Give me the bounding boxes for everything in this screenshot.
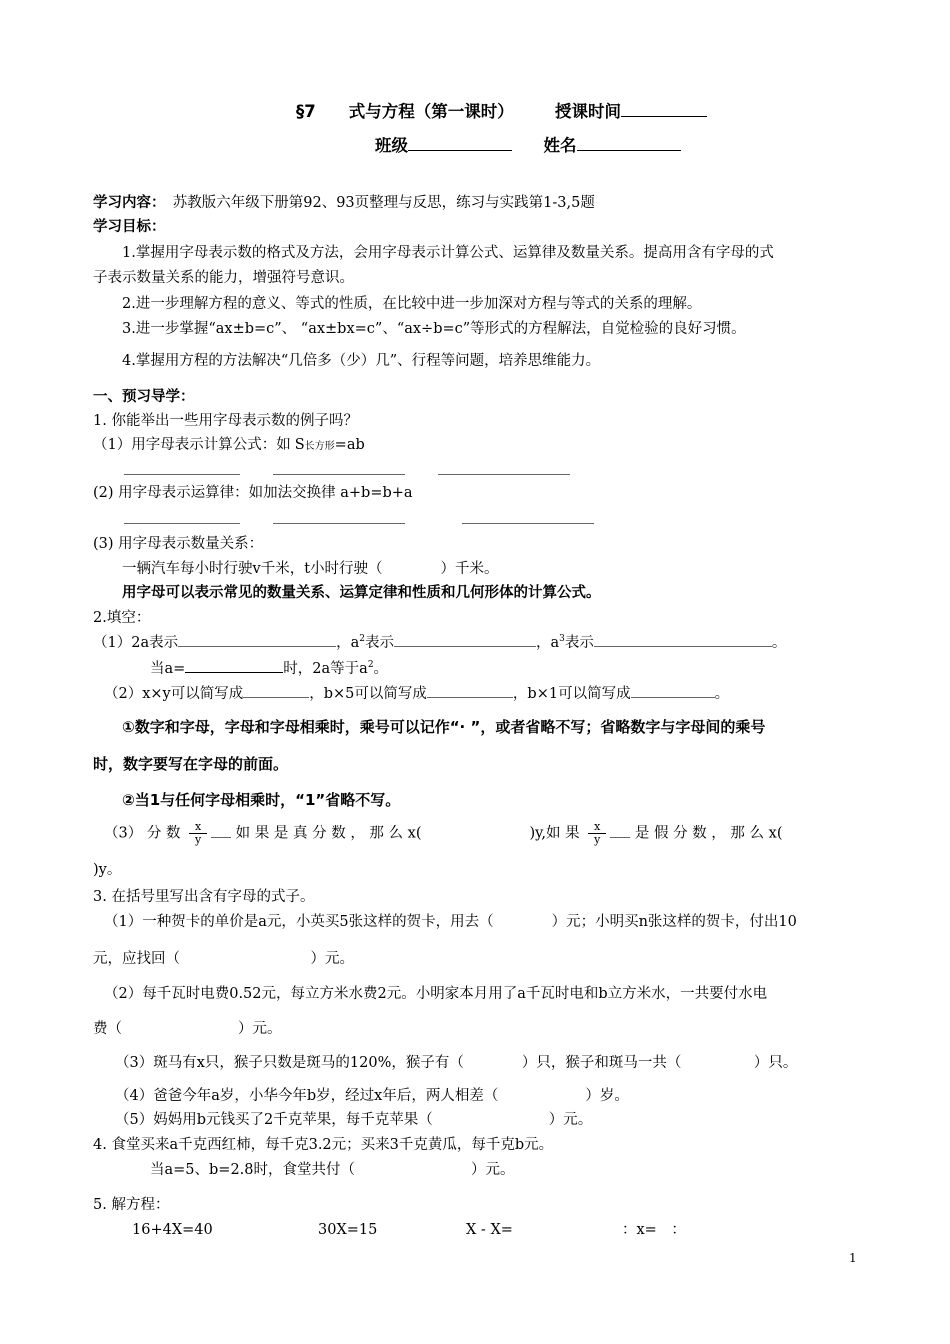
goal-4: 4.掌握用方程的方法解决“几倍多（少）几”、行程等问题，培养思维能力。: [122, 353, 601, 369]
sup-3: 3: [559, 634, 565, 645]
q2-3-b: 如 果 是 真 分 数 ， 那 么 x(: [235, 825, 422, 842]
learning-content: [93, 195, 595, 212]
answer-lines-2: [124, 511, 594, 529]
rule-1b: 时，数字要写在字母的前面。: [93, 755, 289, 773]
rule-2: ②当1与任何字母相乘时，“1”省略不写。: [122, 791, 401, 809]
question-1: 1. 你能举出一些用字母表示数的例子吗？: [93, 413, 358, 429]
content-text: 苏教版六年级下册第92、93页整理与反思，练习与实践第1-3,5题: [158, 195, 595, 211]
question-2-1: [93, 634, 786, 652]
blank: [178, 634, 336, 647]
q2-3-c: )y,如 果: [529, 825, 580, 842]
q2-2-c: ，b×1可以简写成: [512, 686, 631, 702]
q1-1-sub: 长方形: [304, 441, 335, 452]
sup-2: 2: [367, 660, 374, 671]
q1-1-s: S: [294, 437, 305, 453]
question-3-3: （3）斑马有x只，猴子只数是斑马的120%，猴子有（ ）只，猴子和斑马一共（ ）只。: [115, 1055, 798, 1071]
equation-3: X - X=: [466, 1222, 513, 1238]
q2-2-b: ，b×5可以简写成: [309, 686, 427, 702]
question-2: 2.填空：: [93, 610, 151, 626]
question-1-2: (2) 用字母表示运算律：如加法交换律 a+b=b+a: [93, 485, 413, 501]
answer-line: [438, 462, 570, 475]
frac-numerator: x: [194, 820, 202, 833]
name-label: 姓名: [543, 136, 577, 155]
page-number: 1: [849, 1251, 857, 1265]
page-title: [296, 102, 707, 122]
q2-3-a: （3） 分 数: [104, 825, 181, 842]
class-label: 班级: [375, 136, 408, 155]
q2-1-e: 表示: [564, 635, 594, 651]
question-1-3-line: 一辆汽车每小时行驶v千米，t小时行驶（ ）千米。: [122, 561, 499, 577]
q2-1-c: 表示: [365, 635, 394, 651]
answer-line: [462, 511, 594, 524]
question-3: 3. 在括号里写出含有字母的式子。: [93, 889, 315, 905]
q1-1-end: =ab: [334, 437, 365, 453]
content-label: 学习内容：: [93, 195, 159, 211]
answer-line: [124, 511, 240, 524]
goal-1a: 1.掌握用字母表示数的格式及方法，会用字母表示计算公式、运算律及数量关系。提高用含有字母的式: [122, 245, 774, 261]
q2-2-d: 。: [714, 686, 730, 702]
question-3-1b: 元，应找回（ ）元。: [93, 951, 354, 967]
question-4-b: 当a=5、b=2.8时，食堂共付（ ）元。: [150, 1162, 515, 1178]
rule-1a: ①数字和字母，字母和字母相乘时，乘号可以记作“· ”，或者省略不写；省略数字与字母间的乘号: [122, 718, 766, 736]
question-2-3: [104, 822, 782, 845]
goal-1b: 子表示数量关系的能力，增强符号意识。: [93, 270, 354, 286]
question-1-1: [93, 437, 365, 454]
question-2-1-b: [150, 658, 388, 678]
fraction-x-over-y: [588, 822, 606, 845]
answer-lines-1: [124, 462, 570, 480]
answer-line: [273, 462, 405, 475]
title-text: §7 式与方程（第一课时） 授课时间: [296, 102, 621, 121]
question-3-1a: （1）一种贺卡的单价是a元，小英买5张这样的贺卡，用去（ ）元；小明买n张这样的贺卡，付出10: [104, 914, 797, 930]
question-3-2a: （2）每千瓦时电费0.52元，每立方米水费2元。小明家本月用了a千瓦时电和b立方米水，一共要付水电: [104, 986, 768, 1002]
key-point: 用字母可以表示常见的数量关系、运算定律和性质和几何形体的计算公式。: [122, 585, 601, 601]
goal-2: 2.进一步理解方程的意义、等式的性质，在比较中进一步加深对方程与等式的关系的理解。: [122, 296, 702, 312]
q2-1-g: 当a=: [150, 661, 186, 677]
blank: [243, 685, 309, 698]
question-3-5: （5）妈妈用b元钱买了2千克苹果，每千克苹果（ ）元。: [115, 1112, 593, 1128]
answer-line: [124, 462, 240, 475]
blank: [610, 825, 630, 838]
date-blank: [621, 102, 707, 117]
blank: [594, 634, 772, 647]
q2-1-f: 。: [771, 635, 787, 651]
class-name-line: [375, 136, 681, 156]
fraction-x-over-y: [189, 822, 207, 845]
blank: [185, 658, 283, 673]
name-blank: [577, 136, 681, 151]
equation-1: 16+4X=40: [132, 1222, 213, 1238]
q2-3-d: 是 假 分 数 ， 那 么 x(: [634, 825, 783, 842]
q2-1-i: 。: [373, 661, 389, 677]
sup-2: 2: [359, 634, 365, 645]
class-blank: [408, 136, 512, 151]
frac-denominator: y: [194, 833, 202, 846]
answer-line: [273, 511, 405, 524]
frac-denominator: y: [594, 833, 601, 846]
blank: [631, 685, 715, 698]
question-3-4: （4）爸爸今年a岁，小华今年b岁，经过x年后，两人相差（ ）岁。: [115, 1088, 629, 1104]
q2-2-a: （2）x×y可以简写成: [104, 686, 244, 702]
frac-numerator: x: [594, 820, 601, 833]
goals-label: 学习目标：: [93, 219, 166, 235]
question-3-2b: 费（ ）元。: [93, 1021, 282, 1037]
q2-3-e: )y。: [93, 862, 122, 878]
question-4: 4. 食堂买来a千克西红柿，每千克3.2元；买来3千克黄瓜，每千克b元。: [93, 1137, 554, 1153]
question-5: 5. 解方程：: [93, 1197, 170, 1213]
question-1-3: (3) 用字母表示数量关系：: [93, 536, 264, 552]
q2-1-d: ，a: [536, 635, 560, 651]
section-heading: 一、预习导学：: [93, 389, 195, 405]
q2-1-b: ，a: [336, 635, 360, 651]
equation-4: ：x= ：: [622, 1222, 686, 1238]
q2-1-h: 时，2a等于a: [283, 661, 368, 677]
equation-2: 30X=15: [318, 1222, 378, 1238]
q1-1-text: （1）用字母表示计算公式：如: [93, 437, 291, 453]
blank: [394, 634, 536, 647]
q2-1-a: （1）2a表示: [93, 635, 179, 651]
blank: [211, 825, 231, 838]
blank: [427, 685, 513, 698]
question-2-2: [104, 685, 729, 703]
goal-3: 3.进一步掌握“ax±b=c”、 “ax±bx=c”、“ax÷b=c”等形式的方程解法，自觉检验的良好习惯。: [122, 321, 746, 337]
